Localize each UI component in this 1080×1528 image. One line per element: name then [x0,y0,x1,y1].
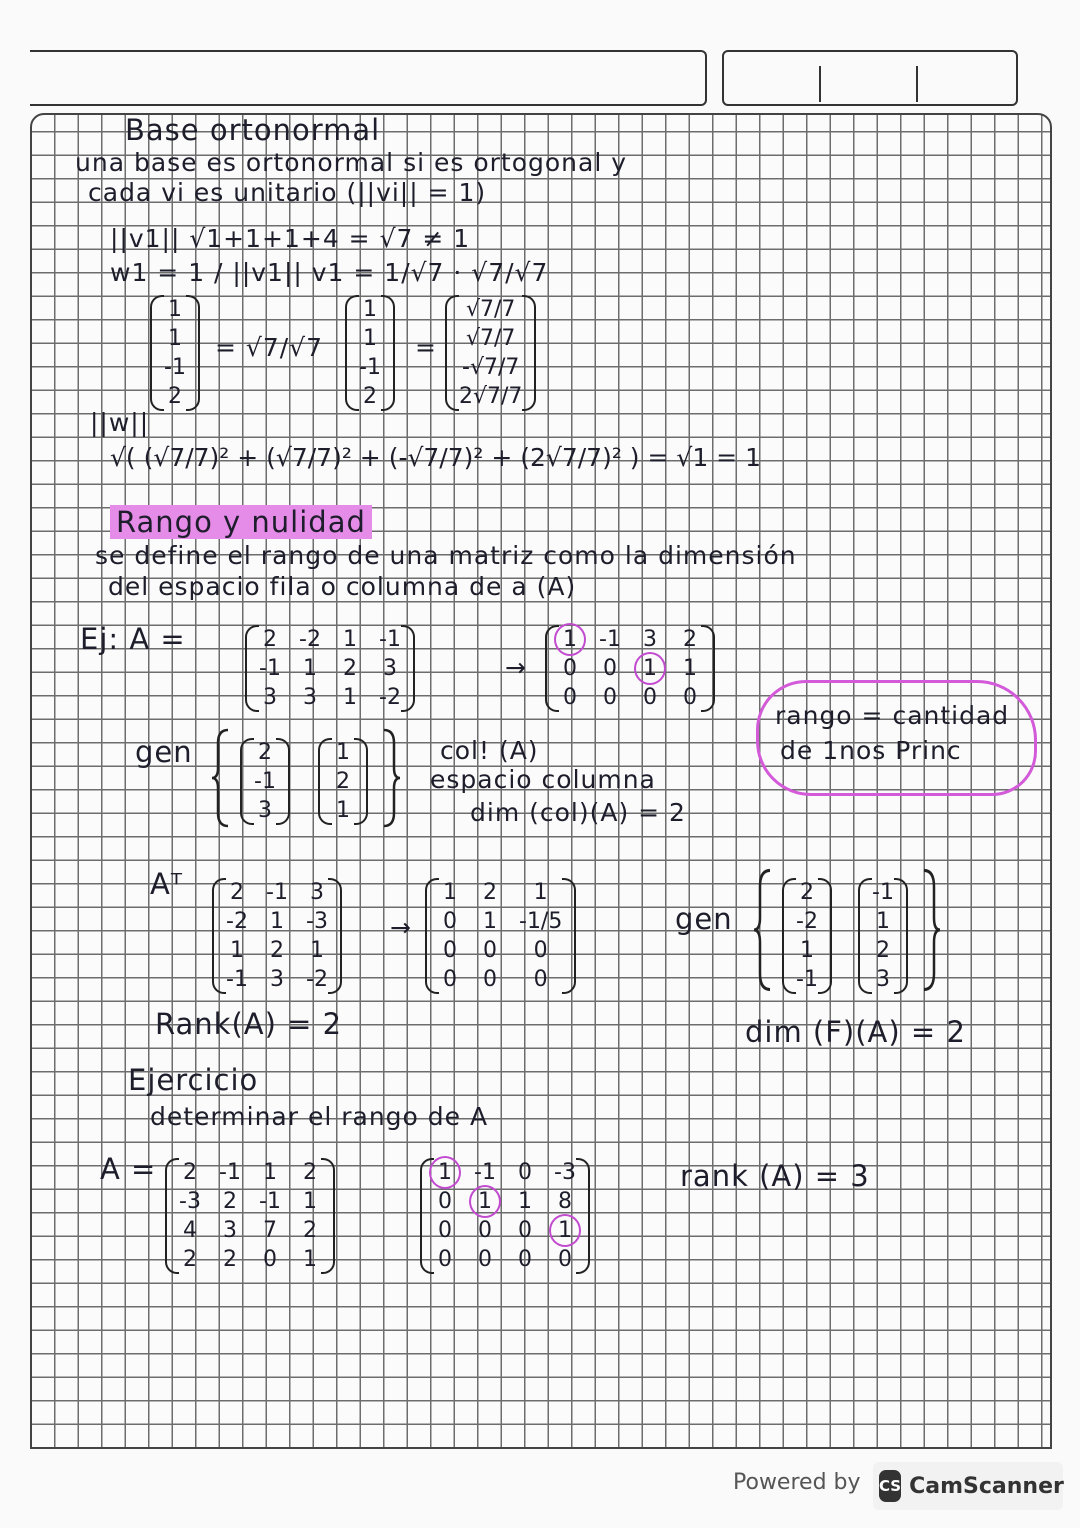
gen-vector-2 [318,738,368,825]
matrix-cell: 0 [563,685,577,710]
matrix-cell: 0 [533,967,548,992]
right-brace-icon [920,868,942,992]
date-divider [916,66,918,102]
matrix-cell: 1 [363,297,377,322]
matrix-cell: 1 [310,938,324,963]
vector-v1-repeat [345,295,395,411]
col-desc: espacio columna [430,765,656,794]
matrix-cell: 1 [683,656,697,681]
matrix-cell: 8 [558,1189,572,1214]
gen-vector-1 [240,738,290,825]
matrix-cell: 2 [800,880,814,905]
matrix-cell: 0 [478,1218,492,1243]
matrix-cell: -1/5 [519,909,563,934]
matrix-cell: 0 [563,656,577,681]
matrix-cell: 0 [603,685,617,710]
matrix-cell: 0 [518,1247,532,1272]
matrix-cell: -2 [379,685,401,710]
matrix-cell: 2 [363,384,377,409]
powered-by-text: Powered by [733,1470,861,1495]
matrix-cell: 1 [876,909,890,934]
matrix-cell: 0 [558,1247,572,1272]
matrix-cell: 1 [474,1189,496,1214]
note-text: de 1nos Princ [780,736,962,765]
matrix-cell: -3 [306,909,328,934]
matrix-cell: 0 [643,685,657,710]
norm-w-expression: √( (√7/7)² + (√7/7)² + (-√7/7)² + (2√7/7)² ) = √1 = 1 [110,443,761,472]
matrix-cell: -1 [359,355,381,380]
matrix-cell: 2 [876,938,890,963]
exercise-rank: rank (A) = 3 [680,1159,870,1193]
matrix-cell: -1 [266,880,288,905]
matrix-cell: -1 [872,880,894,905]
matrix-cell: 7 [263,1218,277,1243]
dim-f-result: dim (F)(A) = 2 [745,1015,966,1049]
matrix-cell: 2 [258,740,272,765]
matrix-cell: 2 [183,1247,197,1272]
matrix-cell: 1 [533,880,548,905]
equals: = √7/√7 [215,333,323,362]
gen-vector-2 [858,878,908,994]
matrix-cell: 0 [533,938,548,963]
matrix-cell: 1 [363,326,377,351]
matrix-cell: -1 [254,769,276,794]
matrix-cell: 2 [183,1160,197,1185]
matrix-cell: 1 [434,1160,456,1185]
matrix-cell: -1 [474,1160,496,1185]
matrix-cell: 0 [263,1247,277,1272]
matrix-cell: 0 [483,967,497,992]
matrix-cell: 1 [343,685,357,710]
matrix-cell: 0 [438,1218,452,1243]
matrix-A [245,625,415,712]
text-line: una base es ortonormal si es ortogonal y [75,148,628,177]
w1-expression: w1 = 1 / ||v1|| v1 = 1/√7 · √7/√7 [110,258,549,287]
matrix-cell: 2 [270,938,284,963]
matrix-cell: -1 [219,1160,241,1185]
heading-rango-nulidad [110,505,372,539]
heading-base-ortonormal: Base ortonormal [125,113,381,147]
matrix-cell: 0 [443,938,457,963]
matrix-cell: 2 [683,627,697,652]
matrix-cell: 2 [336,769,350,794]
matrix-cell: -1 [259,656,281,681]
equals: = [415,333,437,362]
matrix-cell: 2 [168,384,182,409]
text-line: determinar el rango de A [150,1102,489,1131]
camscanner-badge [873,1462,1063,1510]
matrix-cell: -1 [164,355,186,380]
transpose-label: Aᵀ [150,867,183,901]
col-label: col! (A) [440,736,539,765]
matrix-cell: 3 [258,798,272,823]
matrix-cell: 1 [639,656,661,681]
matrix-cell: -2 [796,909,818,934]
matrix-cell: 1 [303,1247,317,1272]
matrix-cell: 3 [303,685,317,710]
matrix-cell: 1 [303,1189,317,1214]
matrix-cell: 0 [483,938,497,963]
matrix-cell: 1 [800,938,814,963]
matrix-cell: 0 [518,1160,532,1185]
matrix-cell: 0 [518,1218,532,1243]
matrix-cell: 1 [336,740,350,765]
matrix-cell: 2 [223,1247,237,1272]
header-bar [30,50,707,106]
gen-label: gen [675,902,733,936]
matrix-cell: 0 [438,1247,452,1272]
matrix-cell: 2 [263,627,277,652]
matrix-cell: 2 [230,880,244,905]
matrix-cell: 1 [518,1189,532,1214]
matrix-cell: -2 [306,967,328,992]
matrix-cell: 2 [223,1189,237,1214]
matrix-cell: -1 [259,1189,281,1214]
matrix-cell: 1 [303,656,317,681]
matrix-cell: 1 [263,1160,277,1185]
matrix-cell: 2√7/7 [459,384,523,409]
matrix-cell: 3 [643,627,657,652]
matrix-cell: 2 [343,656,357,681]
matrix-cell: 3 [310,880,324,905]
rank-result: Rank(A) = 2 [155,1007,343,1041]
text-line: se define el rango de una matriz como la dimensión [95,541,797,570]
matrix-cell: 0 [438,1189,452,1214]
matrix-cell: -2 [299,627,321,652]
matrix-cell: 0 [683,685,697,710]
gen-label: gen [135,735,193,769]
matrix-cell: 1 [554,1218,576,1243]
matrix-cell: -1 [379,627,401,652]
matrix-cell: -1 [599,627,621,652]
matrix-AT [212,878,342,994]
matrix-cell: 3 [223,1218,237,1243]
matrix-cell: -1 [226,967,248,992]
matrix-cell: 1 [559,627,581,652]
matrix-cell: 1 [336,798,350,823]
matrix-cell: 2 [483,880,497,905]
matrix-cell: 0 [478,1247,492,1272]
matrix-cell: 2 [303,1218,317,1243]
matrix-cell: -1 [796,967,818,992]
text-line: del espacio fila o columna de a (A) [108,572,577,601]
matrix-cell: 1 [270,909,284,934]
col-dim: dim (col)(A) = 2 [470,798,686,827]
text-line: cada vi es unitario (||vi|| = 1) [88,178,487,207]
matrix-AT-reduced [425,878,576,994]
matrix-cell: 3 [876,967,890,992]
matrix-cell: 3 [383,656,397,681]
matrix-cell: 0 [603,656,617,681]
gen-vector-1 [782,878,832,994]
matrix-cell: -2 [226,909,248,934]
matrix-cell: -3 [554,1160,576,1185]
heading-ejercicio: Ejercicio [128,1063,259,1097]
matrix-cell: -3 [179,1189,201,1214]
matrix-cell: 4 [183,1218,197,1243]
norm-v1: ||v1|| √1+1+1+4 = √7 ≠ 1 [110,224,471,253]
exercise-matrix-reduced [420,1158,590,1274]
matrix-cell: -√7/7 [462,355,520,380]
matrix-A-reduced [545,625,715,712]
matrix-cell: 1 [343,627,357,652]
date-box [722,50,1018,106]
example-label: Ej: A = [80,622,186,656]
highlighted-title: Rango y nulidad [110,505,372,539]
note-text: rango = cantidad [775,701,1010,730]
date-divider [819,66,821,102]
norm-w-label: ||w|| [90,408,150,437]
left-brace-icon [210,728,232,828]
matrix-cell: 1 [168,297,182,322]
matrix-cell: 1 [483,909,497,934]
matrix-cell: 0 [443,909,457,934]
matrix-cell: 0 [443,967,457,992]
right-brace-icon [380,728,402,828]
camscanner-label: CamScanner [909,1473,1064,1499]
vector-v1 [150,295,200,411]
matrix-cell: √7/7 [465,326,516,351]
arrow-icon: → [390,913,412,942]
matrix-label: A = [100,1152,157,1186]
matrix-cell: 1 [443,880,457,905]
matrix-cell: √7/7 [465,297,516,322]
matrix-cell: 1 [230,938,244,963]
matrix-cell: 2 [303,1160,317,1185]
exercise-matrix-A [165,1158,335,1274]
vector-w1 [445,295,536,411]
matrix-cell: 3 [270,967,284,992]
arrow-icon: → [505,653,527,682]
matrix-cell: 1 [168,326,182,351]
left-brace-icon [752,868,774,992]
camscanner-logo-icon: CS [879,1470,901,1502]
matrix-cell: 3 [263,685,277,710]
